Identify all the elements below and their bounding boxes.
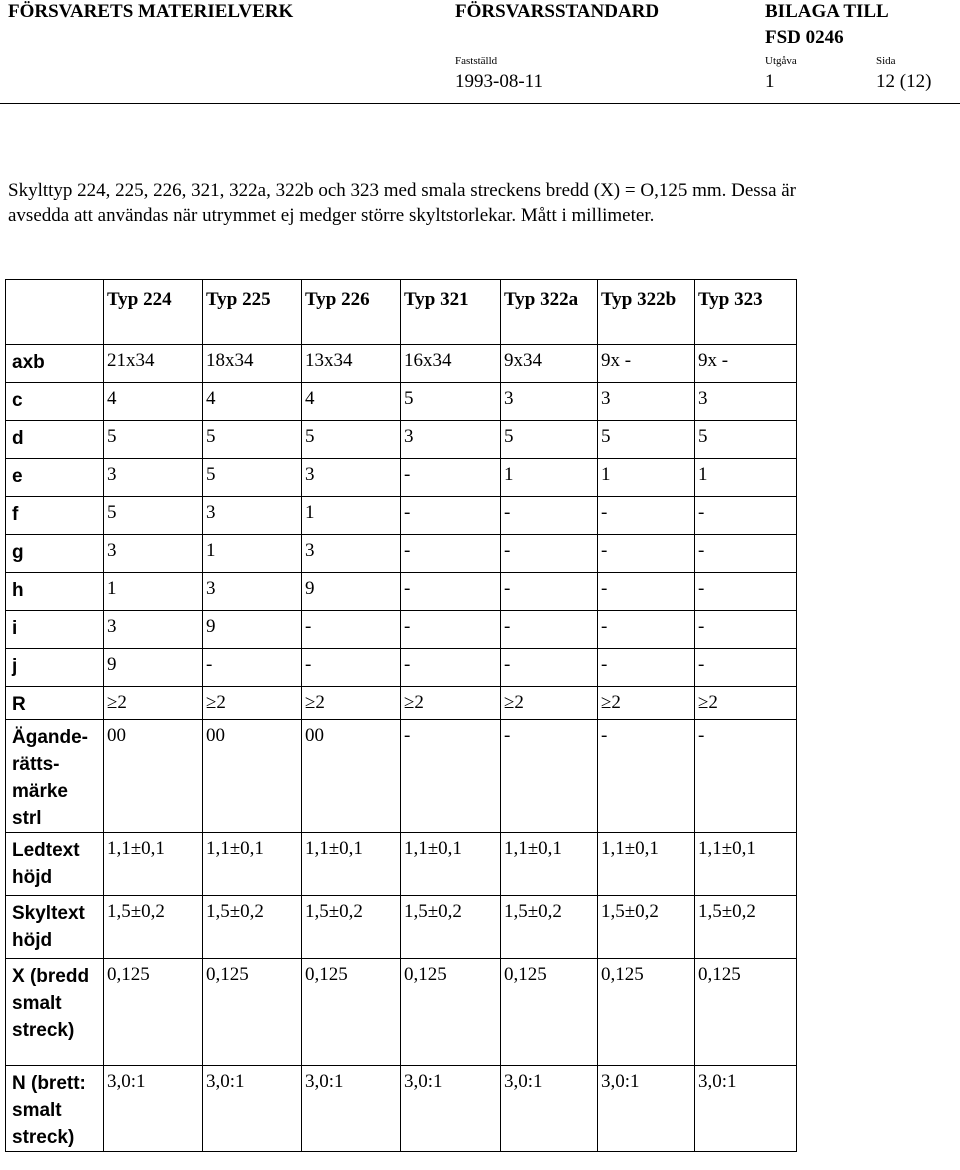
table-cell: [501, 959, 598, 1066]
table-cell: [501, 497, 598, 535]
cell-value: -: [404, 540, 411, 561]
cell-value: 0,125: [504, 964, 547, 985]
table-cell: [302, 1066, 401, 1152]
table-row: [6, 1066, 797, 1152]
row-label: Ägande-rätts-märke strl: [12, 727, 88, 829]
established-date: 1993-08-11: [455, 71, 543, 92]
table-cell: [401, 896, 501, 959]
table-cell: [501, 896, 598, 959]
table-cell: [695, 687, 797, 720]
cell-value: 9x34: [504, 350, 542, 371]
table-cell: [401, 611, 501, 649]
table-cell: [203, 611, 302, 649]
row-label: h: [12, 580, 24, 601]
table-cell: [203, 649, 302, 687]
row-label-cell: [6, 1066, 104, 1152]
row-label-cell: [6, 959, 104, 1066]
cell-value: -: [698, 540, 705, 561]
table-cell: [501, 833, 598, 896]
table-cell: [203, 497, 302, 535]
cell-value: -: [504, 725, 511, 746]
cell-value: 9: [206, 616, 216, 637]
column-header-label: Typ 322b: [601, 289, 677, 310]
cell-value: 4: [206, 388, 216, 409]
table-row: [6, 959, 797, 1066]
column-header-label: Typ 321: [404, 289, 469, 310]
table-row: [6, 720, 797, 833]
table-cell: [695, 611, 797, 649]
table-cell: [501, 573, 598, 611]
table-cell: [598, 649, 695, 687]
table-cell: [695, 421, 797, 459]
cell-value: 16x34: [404, 350, 452, 371]
table-row: [6, 535, 797, 573]
cell-value: 1,5±0,2: [601, 901, 659, 922]
cell-value: 9: [107, 654, 117, 675]
table-cell: [401, 1066, 501, 1152]
cell-value: 3,0:1: [404, 1071, 443, 1092]
cell-value: 1,5±0,2: [404, 901, 462, 922]
table-row: [6, 573, 797, 611]
table-cell: [401, 833, 501, 896]
cell-value: 0,125: [305, 964, 348, 985]
table-cell: [104, 720, 203, 833]
table-cell: [598, 459, 695, 497]
table-cell: [598, 573, 695, 611]
table-row: [6, 421, 797, 459]
cell-value: 1,5±0,2: [206, 901, 264, 922]
table-cell: [302, 345, 401, 383]
table-cell: [501, 459, 598, 497]
cell-value: 3: [504, 388, 514, 409]
cell-value: 3,0:1: [206, 1071, 245, 1092]
table-cell: [598, 345, 695, 383]
table-cell: [104, 573, 203, 611]
cell-value: -: [404, 654, 411, 675]
cell-value: -: [601, 578, 608, 599]
table-header-row: [6, 280, 797, 345]
row-label-cell: [6, 459, 104, 497]
table-cell: [598, 611, 695, 649]
table-cell: [598, 421, 695, 459]
cell-value: ≥2: [305, 692, 325, 713]
cell-value: 0,125: [601, 964, 644, 985]
table-cell: [302, 421, 401, 459]
org-name: FÖRSVARETS MATERIELVERK: [8, 1, 294, 22]
cell-value: ≥2: [206, 692, 226, 713]
table-cell: [302, 833, 401, 896]
table-cell: [104, 383, 203, 421]
table-cell: [104, 896, 203, 959]
cell-value: 4: [107, 388, 117, 409]
cell-value: 3: [206, 502, 216, 523]
table-row: [6, 833, 797, 896]
table-cell: [695, 649, 797, 687]
column-header-label: Typ 323: [698, 289, 763, 310]
cell-value: ≥2: [601, 692, 621, 713]
row-label: i: [12, 618, 18, 639]
cell-value: 3: [206, 578, 216, 599]
cell-value: 5: [107, 426, 117, 447]
intro-paragraph: Skylttyp 224, 225, 226, 321, 322a, 322b och 323 med smala streckens bredd (X) = O,125 mm. Dessa är avsedda att användas när utrymmet ej medger större skyltstorlekar. Mått i millimeter.: [8, 180, 797, 226]
table-cell: [302, 573, 401, 611]
row-label-cell: [6, 687, 104, 720]
page-label: Sida: [876, 55, 896, 67]
page-number: 12 (12): [876, 71, 932, 92]
table-cell: [598, 535, 695, 573]
cell-value: 0,125: [206, 964, 249, 985]
cell-value: 5: [107, 502, 117, 523]
cell-value: 5: [698, 426, 708, 447]
row-label-cell: [6, 833, 104, 896]
table-cell: [104, 459, 203, 497]
row-label-cell: [6, 383, 104, 421]
table-cell: [501, 611, 598, 649]
row-label-cell: [6, 497, 104, 535]
table-cell: [104, 497, 203, 535]
table-cell: [203, 383, 302, 421]
table-cell: [104, 611, 203, 649]
table-cell: [203, 573, 302, 611]
cell-value: -: [698, 654, 705, 675]
row-label: R: [12, 694, 26, 715]
cell-value: 1: [107, 578, 117, 599]
cell-value: ≥2: [698, 692, 718, 713]
cell-value: 4: [305, 388, 315, 409]
table-cell: [401, 535, 501, 573]
cell-value: -: [504, 654, 511, 675]
established-label: Fastställd: [455, 55, 498, 67]
cell-value: 9x -: [601, 350, 632, 371]
cell-value: ≥2: [107, 692, 127, 713]
cell-value: 5: [206, 464, 216, 485]
table-cell: [598, 1066, 695, 1152]
column-header: [598, 280, 695, 345]
table-cell: [203, 535, 302, 573]
row-label: j: [12, 656, 18, 677]
table-cell: [501, 720, 598, 833]
table-cell: [598, 497, 695, 535]
cell-value: 1,5±0,2: [504, 901, 562, 922]
table-cell: [401, 687, 501, 720]
table-cell: [695, 459, 797, 497]
cell-value: 3: [698, 388, 708, 409]
cell-value: 3,0:1: [305, 1071, 344, 1092]
table-cell: [203, 421, 302, 459]
row-label: g: [12, 542, 24, 563]
row-label-cell: [6, 611, 104, 649]
cell-value: 1,5±0,2: [107, 901, 165, 922]
table-cell: [501, 345, 598, 383]
cell-value: -: [206, 654, 213, 675]
cell-value: -: [504, 616, 511, 637]
cell-value: 18x34: [206, 350, 254, 371]
column-header-label: Typ 224: [107, 289, 172, 310]
cell-value: -: [404, 502, 411, 523]
table-cell: [104, 687, 203, 720]
table-cell: [501, 421, 598, 459]
cell-value: 1,1±0,1: [305, 838, 363, 859]
row-label: X (bredd smalt streck): [12, 966, 90, 1041]
table-cell: [203, 459, 302, 497]
table-cell: [104, 421, 203, 459]
cell-value: 1,1±0,1: [504, 838, 562, 859]
cell-value: 5: [404, 388, 414, 409]
table-cell: [695, 345, 797, 383]
cell-value: 9x -: [698, 350, 729, 371]
table-cell: [203, 833, 302, 896]
cell-value: -: [601, 616, 608, 637]
cell-value: 3: [601, 388, 611, 409]
column-header: [695, 280, 797, 345]
table-row: [6, 649, 797, 687]
cell-value: 1,5±0,2: [305, 901, 363, 922]
cell-value: 0,125: [698, 964, 741, 985]
cell-value: 3: [305, 540, 315, 561]
row-label: N (brett: smalt streck): [12, 1073, 86, 1148]
table-cell: [501, 383, 598, 421]
table-cell: [598, 959, 695, 1066]
cell-value: -: [698, 616, 705, 637]
cell-value: -: [504, 502, 511, 523]
cell-value: -: [404, 725, 411, 746]
row-label: d: [12, 428, 24, 449]
cell-value: 3,0:1: [504, 1071, 543, 1092]
cell-value: 1: [206, 540, 216, 561]
table-row: [6, 345, 797, 383]
table-cell: [695, 1066, 797, 1152]
cell-value: 5: [504, 426, 514, 447]
table-row: [6, 459, 797, 497]
cell-value: 00: [305, 725, 324, 746]
table-cell: [401, 345, 501, 383]
row-label-cell: [6, 535, 104, 573]
table-cell: [203, 1066, 302, 1152]
annex-line-2: FSD 0246: [765, 27, 844, 48]
table-cell: [203, 687, 302, 720]
table-cell: [104, 345, 203, 383]
table-cell: [695, 497, 797, 535]
table-cell: [401, 497, 501, 535]
cell-value: 21x34: [107, 350, 155, 371]
cell-value: 00: [107, 725, 126, 746]
cell-value: -: [305, 654, 312, 675]
table-cell: [302, 687, 401, 720]
table-cell: [401, 573, 501, 611]
edition-label: Utgåva: [765, 55, 797, 67]
cell-value: 1,1±0,1: [601, 838, 659, 859]
table-cell: [695, 720, 797, 833]
table-cell: [401, 459, 501, 497]
table-cell: [401, 383, 501, 421]
cell-value: 3: [305, 464, 315, 485]
cell-value: -: [404, 464, 411, 485]
table-cell: [401, 720, 501, 833]
table-cell: [501, 687, 598, 720]
cell-value: -: [601, 725, 608, 746]
table-cell: [302, 459, 401, 497]
cell-value: 1: [698, 464, 708, 485]
cell-value: 13x34: [305, 350, 353, 371]
table-cell: [104, 833, 203, 896]
column-header: [203, 280, 302, 345]
cell-value: 3,0:1: [107, 1071, 146, 1092]
column-header-label: Typ 226: [305, 289, 370, 310]
cell-value: 5: [601, 426, 611, 447]
table-cell: [203, 720, 302, 833]
cell-value: 00: [206, 725, 225, 746]
table-row: [6, 687, 797, 720]
table-cell: [695, 535, 797, 573]
cell-value: 1,1±0,1: [404, 838, 462, 859]
table-cell: [598, 896, 695, 959]
row-label-cell: [6, 573, 104, 611]
table-cell: [695, 959, 797, 1066]
row-label: axb: [12, 352, 45, 373]
table-cell: [203, 959, 302, 1066]
column-header-blank: [6, 280, 104, 345]
spec-table: [5, 279, 797, 1152]
cell-value: ≥2: [404, 692, 424, 713]
row-label-cell: [6, 649, 104, 687]
cell-value: 1: [305, 502, 315, 523]
row-label: Ledtext höjd: [12, 840, 80, 888]
row-label: c: [12, 390, 23, 411]
table-row: [6, 497, 797, 535]
cell-value: 1: [601, 464, 611, 485]
cell-value: ≥2: [504, 692, 524, 713]
table-cell: [302, 959, 401, 1066]
cell-value: 1,1±0,1: [107, 838, 165, 859]
table-cell: [302, 497, 401, 535]
cell-value: 5: [206, 426, 216, 447]
cell-value: 1,5±0,2: [698, 901, 756, 922]
cell-value: -: [404, 616, 411, 637]
column-header: [501, 280, 598, 345]
annex-line-1: BILAGA TILL: [765, 1, 889, 22]
column-header: [401, 280, 501, 345]
cell-value: 5: [305, 426, 315, 447]
cell-value: 3: [107, 616, 117, 637]
table-cell: [501, 1066, 598, 1152]
table-row: [6, 611, 797, 649]
cell-value: -: [504, 578, 511, 599]
table-cell: [302, 896, 401, 959]
table-body: [6, 345, 797, 1152]
table-row: [6, 896, 797, 959]
cell-value: 3,0:1: [601, 1071, 640, 1092]
table-cell: [598, 687, 695, 720]
table-cell: [501, 535, 598, 573]
cell-value: 3: [107, 540, 117, 561]
table-cell: [104, 649, 203, 687]
cell-value: -: [601, 540, 608, 561]
table-cell: [302, 720, 401, 833]
cell-value: 0,125: [107, 964, 150, 985]
cell-value: 1,1±0,1: [698, 838, 756, 859]
header-divider: [0, 103, 960, 104]
cell-value: -: [305, 616, 312, 637]
table-row: [6, 383, 797, 421]
column-header-label: [6, 280, 103, 286]
cell-value: -: [698, 725, 705, 746]
row-label: e: [12, 466, 23, 487]
table-cell: [695, 573, 797, 611]
cell-value: 3: [404, 426, 414, 447]
table-cell: [695, 896, 797, 959]
row-label-cell: [6, 720, 104, 833]
cell-value: 1: [504, 464, 514, 485]
table-cell: [401, 649, 501, 687]
table-cell: [501, 649, 598, 687]
table-cell: [695, 833, 797, 896]
column-header: [104, 280, 203, 345]
table-cell: [104, 959, 203, 1066]
cell-value: 9: [305, 578, 315, 599]
cell-value: 1,1±0,1: [206, 838, 264, 859]
row-label: Skyltext höjd: [12, 903, 85, 951]
table-cell: [302, 535, 401, 573]
table-cell: [302, 383, 401, 421]
edition-number: 1: [765, 71, 775, 92]
table-cell: [598, 720, 695, 833]
table-cell: [695, 383, 797, 421]
cell-value: -: [601, 502, 608, 523]
column-header-label: Typ 322a: [504, 289, 579, 310]
cell-value: -: [504, 540, 511, 561]
table-cell: [104, 1066, 203, 1152]
row-label-cell: [6, 345, 104, 383]
table-cell: [302, 611, 401, 649]
column-header-label: Typ 225: [206, 289, 271, 310]
column-header: [302, 280, 401, 345]
cell-value: -: [698, 578, 705, 599]
cell-value: -: [601, 654, 608, 675]
cell-value: -: [404, 578, 411, 599]
cell-value: 0,125: [404, 964, 447, 985]
row-label: f: [12, 504, 19, 525]
row-label-cell: [6, 896, 104, 959]
row-label-cell: [6, 421, 104, 459]
table-cell: [401, 959, 501, 1066]
table-cell: [104, 535, 203, 573]
cell-value: 3,0:1: [698, 1071, 737, 1092]
doc-type: FÖRSVARSSTANDARD: [455, 1, 660, 22]
table-cell: [203, 896, 302, 959]
table-cell: [302, 649, 401, 687]
cell-value: -: [698, 502, 705, 523]
table-cell: [203, 345, 302, 383]
cell-value: 3: [107, 464, 117, 485]
table-cell: [598, 833, 695, 896]
table-cell: [401, 421, 501, 459]
table-cell: [598, 383, 695, 421]
